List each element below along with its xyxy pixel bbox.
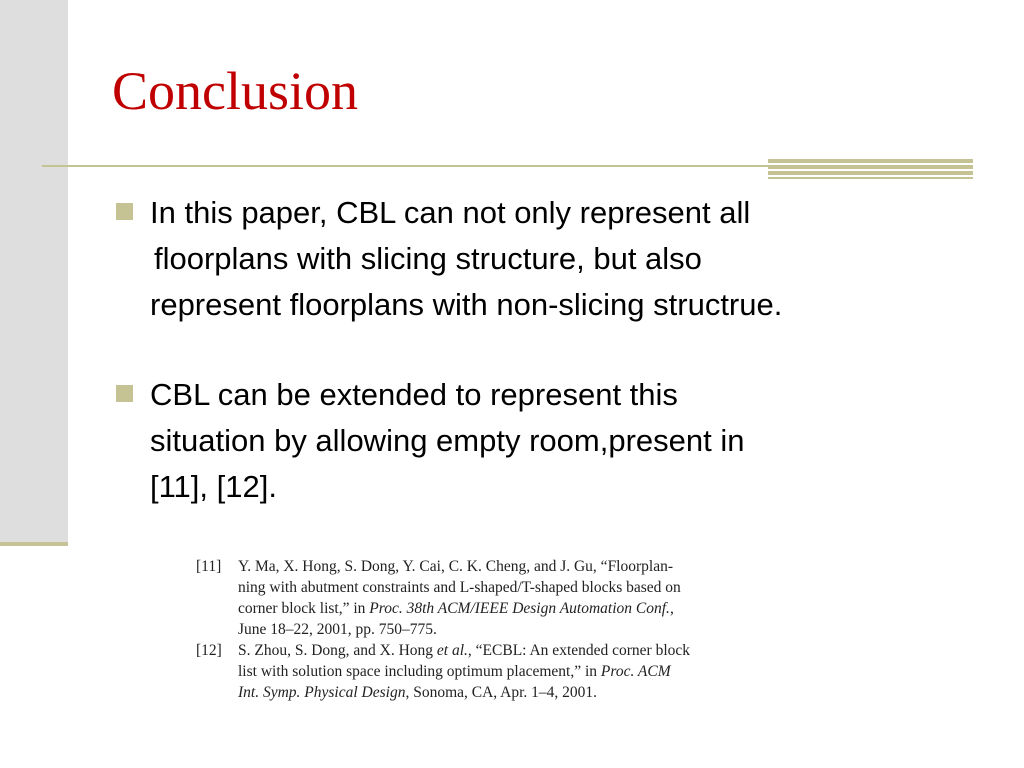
bullet-text-line: CBL can be extended to represent this xyxy=(150,377,678,412)
reference-number: [11] xyxy=(196,558,222,575)
reference-line: ning with abutment constraints and L-shaped/T-shaped blocks based on xyxy=(238,579,681,596)
title-divider-accent xyxy=(768,159,973,179)
reference-item xyxy=(196,640,786,703)
bullet-text-line: floorplans with slicing structure, but also xyxy=(154,241,702,276)
reference-text: corner block list,” in xyxy=(238,600,370,617)
reference-text: list with solution space including optimum placement,” in xyxy=(238,663,601,680)
bullet-text-line: In this paper, CBL can not only represent all xyxy=(150,195,751,230)
reference-line: June 18–22, 2001, pp. 750–775. xyxy=(238,621,437,638)
square-bullet-icon xyxy=(116,203,133,220)
reference-text: , xyxy=(669,600,674,617)
reference-number: [12] xyxy=(196,642,222,659)
reference-line xyxy=(238,640,786,661)
left-side-band xyxy=(0,0,68,546)
reference-line xyxy=(238,682,786,703)
reference-line xyxy=(238,598,786,619)
reference-text: , “ECBL: An extended corner block xyxy=(467,642,691,659)
bullet-text-line: represent floorplans with non-slicing structrue. xyxy=(150,287,783,322)
left-band-rule xyxy=(0,542,68,546)
reference-text: S. Zhou, S. Dong, and X. Hong xyxy=(238,642,437,659)
bullet-item xyxy=(116,372,996,510)
reference-venue: Proc. 38th ACM/IEEE Design Automation Conf. xyxy=(369,600,670,617)
reference-line xyxy=(238,661,786,682)
reference-item xyxy=(196,556,786,640)
bullet-text-line: [11], [12]. xyxy=(150,469,277,504)
bullet-list xyxy=(116,190,996,510)
bullet-item xyxy=(116,190,996,328)
references-excerpt xyxy=(196,556,786,703)
reference-venue: Proc. ACM xyxy=(600,663,671,680)
title-divider xyxy=(42,165,770,167)
reference-venue: Int. Symp. Physical Design xyxy=(238,684,406,701)
reference-line: Y. Ma, X. Hong, S. Dong, Y. Cai, C. K. Cheng, and J. Gu, “Floorplan- xyxy=(238,558,673,575)
bullet-text-line: situation by allowing empty room,present in xyxy=(150,423,745,458)
slide-title: Conclusion xyxy=(112,61,359,121)
reference-etal: et al. xyxy=(436,642,468,659)
square-bullet-icon xyxy=(116,385,133,402)
reference-text: , Sonoma, CA, Apr. 1–4, 2001. xyxy=(405,684,598,701)
